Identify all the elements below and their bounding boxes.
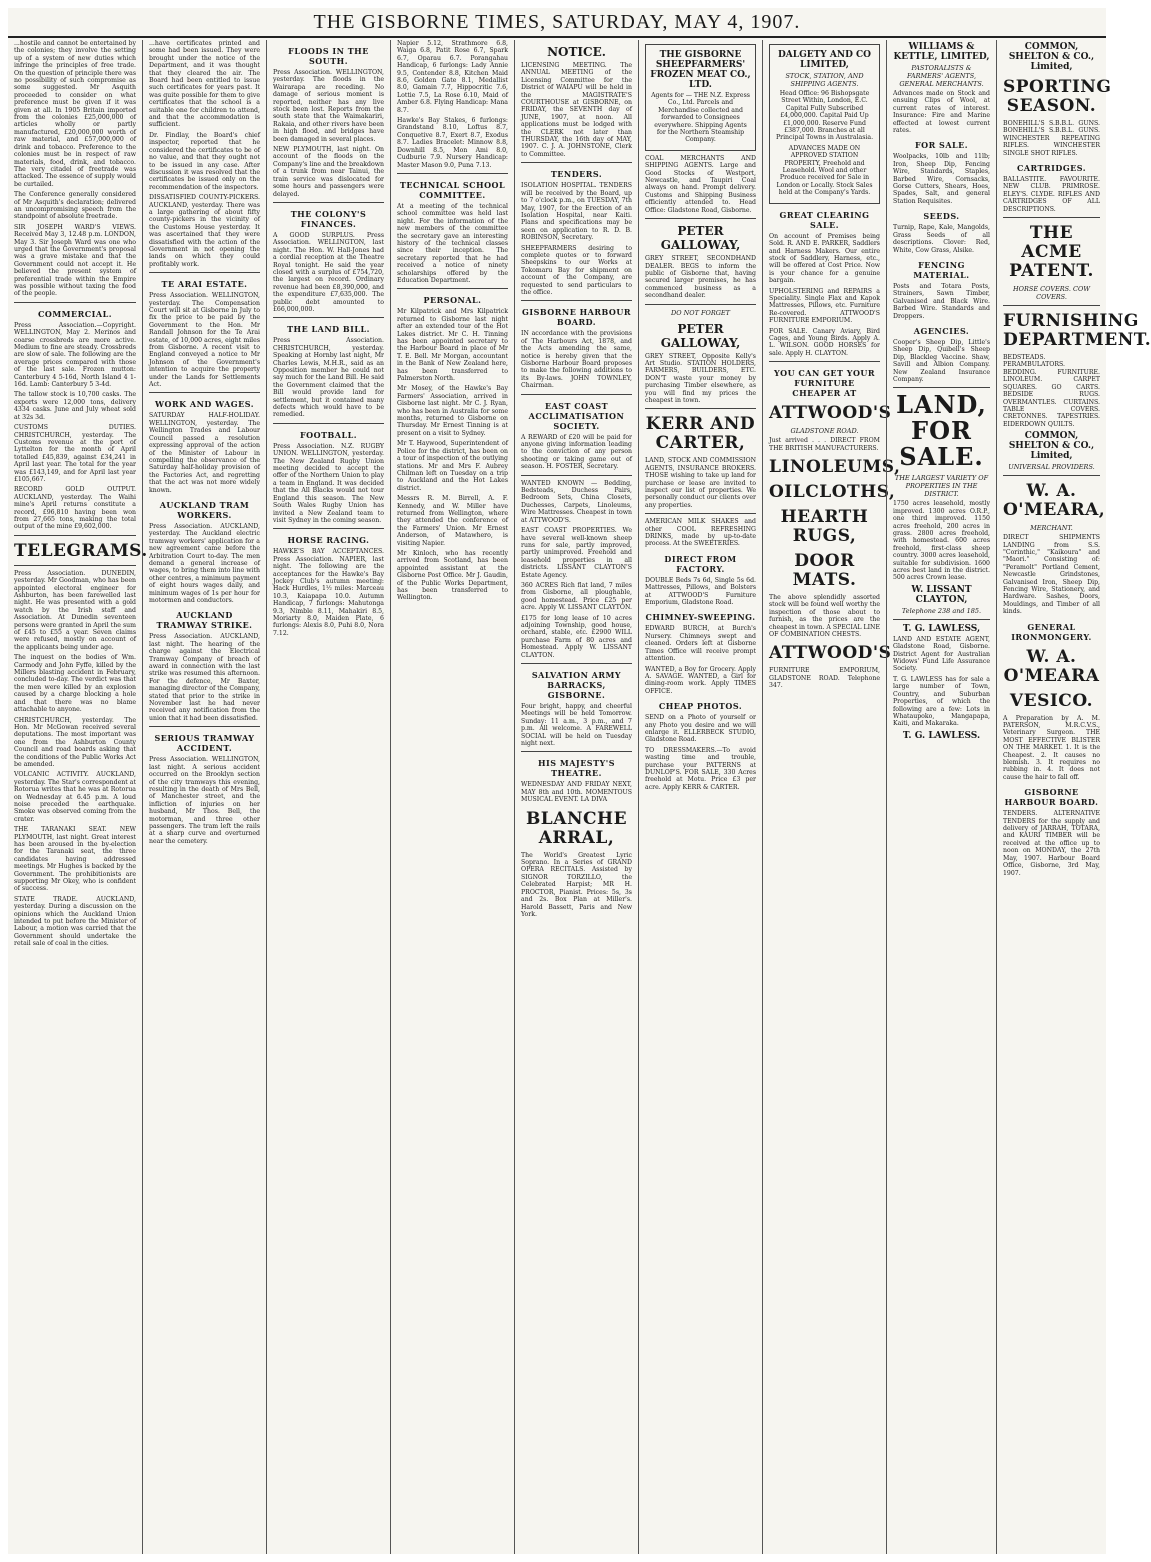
- divider: [149, 272, 260, 273]
- divider: [645, 513, 756, 514]
- article-text: Press Association. DUNEDIN, yesterday. Mr Goodman, who has been appointed electoral engineer for Ashburton, has been farewelled last night. He was presented with a gold watch by the Irish staff and Association. At Dunedin seventeen persons were granted in April the sum of £45 to £55 a year. Seven claims were refused, mostly on account of the applicants being under age.: [14, 569, 136, 651]
- section-heading: AUCKLAND TRAM WORKERS.: [159, 499, 250, 520]
- article-text: Press Association. WELLINGTON, last night. A serious accident occurred on the Brooklyn section of the city tramways this evening, resulting in the death of Mrs Bell, of Manchester street, and the infliction of injuries on her husband, Mr Thos. Bell, the motorman, and three other passengers. The tram left the rails at a sharp curve and overturned near the cemetery.: [149, 756, 260, 845]
- advert-box: [769, 44, 880, 204]
- notice-text: SHEEPFARMERS desiring to complete quotes or to forward Sheepskins to our Works at Tokomaru Bay for shipment on account of the Company, are requested to send particulars to the office.: [521, 244, 632, 296]
- article-text: NEW PLYMOUTH, last night. On account of the floods on the Company's line and the breakdown of a trunk from near Tainui, the train service was dislocated for some hours and passengers were delayed.: [273, 146, 384, 198]
- advert-text: EDWARD BURCH, at Burch's Nursery. Chimneys swept and cleaned. Orders left at Gisborne Times Office will receive prompt attention.: [645, 625, 756, 663]
- advert-brand: ATTWOOD'S: [769, 403, 892, 424]
- article-text: Napier 5.12, Strathmore 6.8, Waiga 6.8, Patit Rose 6.7, Spark 6.7, Oparau 6.7. Porangahau Handicap, 6 furlongs: Lady Annie 9.5, Contender 8.8, Kitchen Maid 8.6, Golden Gate 8.1, Medallist 8.0, Gamain 7.7, Hippocritic 7.6, Lottie 7.5, La Rose 6.10, Maid of Amber 6.8. Flying Handicap: Mana 8.7.: [397, 40, 508, 114]
- divider: [645, 408, 756, 409]
- advert-box: [645, 44, 756, 151]
- advert-text: GREY STREET, Opposite Kelly's Art Studio. STATION HOLDERS, FARMERS, BUILDERS, ETC. DON'T waste your money by purchasing Timber elsewhere, as you will find my prices the cheapest in town.: [645, 352, 756, 404]
- notice-text: 360 ACRES Rich flat land, 7 miles from Gisborne, all ploughable, good homestead. Price £25 per acre. Apply W. LISSANT CLAYTON.: [521, 581, 632, 612]
- section-heading: THE COLONY'S FINANCES.: [290, 208, 367, 229]
- advert-product: DOOR MATS.: [792, 551, 857, 590]
- advert-title: PETER GALLOWAY,: [660, 321, 741, 350]
- divider: [645, 218, 756, 219]
- section-heading: PERSONAL.: [423, 295, 482, 306]
- advert-subtitle: THE LARGEST VARIETY OF PROPERTIES IN THE DISTRICT.: [894, 474, 989, 499]
- advert-signature: W. LISSANT CLAYTON,: [911, 584, 972, 605]
- article-text: STATE TRADE. AUCKLAND, yesterday. During a discussion on the opinions which the Auckland Union intended to put before the Minister of Labour, a motion was carried that the Government should undertake the retail sale of coal in the cities.: [14, 895, 136, 948]
- advert-title: SEEDS.: [923, 211, 960, 222]
- advert-title: T. G. LAWLESS,: [902, 623, 981, 634]
- advert-subtitle: GLADSTONE ROAD.: [790, 427, 859, 436]
- advert-title: GREAT CLEARING SALE.: [779, 209, 870, 230]
- divider: [149, 392, 260, 393]
- advert-text: Cooper's Sheep Dip, Little's Sheep Dip, Quibell's Sheep Dip, Blackleg Vaccine. Shaw, Savill and Albion Company. New Zealand Insurance Company.: [893, 338, 990, 383]
- article-text: Messrs R. M. Birrell, A. F. Kennedy, and W. Miller have returned from Wellington, where they attended the conference of the Farmers' Union. Mr Ernest Anderson, of Matawhero, is visiting Napier.: [397, 495, 508, 547]
- advert-title: AGENCIES.: [913, 325, 970, 336]
- advert-subtitle: MERCHANT.: [1030, 524, 1073, 533]
- advert-text: DIRECT SHIPMENTS LANDING from S.S. "Corinthic," "Kaikoura" and "Maori." Consisting of: "Peramolt" Portland Cement, Newcastle Grindstones, Galvanised Iron, Sheep Dip, Fencing Wire, Stationery, and Hardware. Sashes, Doors, Mouldings, and Timber of all kinds.: [1003, 534, 1100, 616]
- advert-subtitle: Telephone 238 and 185.: [901, 606, 982, 615]
- notice-heading: NOTICE.: [547, 45, 606, 59]
- advert-text: Advances made on Stock and ensuing Clips of Wool, at current rates of interest. Insurance: Fire and Marine effected at lowest current rates.: [893, 90, 990, 135]
- divider: [645, 304, 756, 305]
- advert-product: OILCLOTHS,: [769, 482, 896, 502]
- notice-text: WANTED KNOWN — Bedding, Bedsteads, Duchess Pairs, Bedroom Sets, China Closets, Duchesses, Carpets, Linoleums, Wire Mattresses. Cheapest in town at ATTWOOD'S.: [521, 479, 632, 524]
- article-text: A GOOD SURPLUS. Press Association. WELLINGTON, last night. The Hon. W. Hall-Jones had a cordial reception at the Theatre Royal tonight. He said the year closed with a surplus of £754,720, the largest on record. Ordinary revenue had been £8,390,000, and the expenditure £7,635,000. The public debt amounted to £66,000,000.: [273, 231, 384, 313]
- advert-text: AMERICAN MILK SHAKES and other COOL REFRESHING DRINKS, made by up-to-date process. At the SWEETERIES.: [645, 518, 756, 548]
- article-text: SATURDAY HALF-HOLIDAY. WELLINGTON, yesterday. The Wellington Trades and Labour Council passed a resolution expressing approval of the action of the Minister of Labour in compelling the observance of the Saturday half-holiday provision of the Factories Act, and regretting that the act was not more widely known.: [149, 412, 260, 494]
- advert-title: DIRECT FROM FACTORY.: [664, 553, 737, 574]
- advert-title: FURNISHING DEPARTMENT.: [1003, 311, 1151, 351]
- notice-text: The World's Greatest Lyric Soprano. In a Series of GRAND OPERA RECITALS. Assisted by SIGNOR TORZILLO, the Celebrated Harpist; MR H. PROCTOR, Pianist. Prices: 5s, 3s and 2s. Box Plan at Miller's. Harold Bassett, Paris and New York.: [521, 851, 632, 918]
- section-heading: TECHNICAL SCHOOL COMMITTEE.: [399, 179, 506, 200]
- divider: [893, 387, 990, 388]
- divider: [521, 162, 632, 163]
- notice-heading: HIS MAJESTY'S THEATRE.: [538, 758, 615, 779]
- advert-title: COMMON, SHELTON & CO., Limited,: [1008, 431, 1095, 462]
- article-text: The inquest on the bodies of Wm. Carmody and John Fyffe, killed by the Millers blasting accident in February, concluded to-day. The verdict was that the men were killed by an explosion caused by a charge blocking a hole and that there was no blame attachable to anyone.: [14, 654, 136, 714]
- advert-title: FENCING MATERIAL.: [913, 259, 970, 280]
- advert-text: T. G. LAWLESS has for sale a large number of Town, Country, and Suburban Properties, of which the following are a few: Lots in Whataupoko, Mangapapa, Kaiti, and Makaraka.: [893, 675, 990, 728]
- divider: [14, 565, 136, 566]
- advert-text: BONEHILL'S S.B.B.L. GUNS. BONEHILL'S S.B.B.L. GUNS. WINCHESTER REPEATING RIFLES. WINCHESTER SINGLE SHOT RIFLES.: [1003, 120, 1100, 157]
- column-7: [762, 40, 901, 1554]
- advert-subtitle: GENERAL IRONMONGERY.: [1011, 621, 1092, 642]
- section-heading: TELEGRAMS.: [14, 540, 148, 561]
- divider: [273, 317, 384, 318]
- notice-text: ISOLATION HOSPITAL. TENDERS will be received by the Board, up to 7 o'clock p.m., on TUESDAY, 7th May, 1907, for the Erection of an Isolation Hospital, near Kaiti. Plans and specifications may be seen on application to R. D. B. ROBINSON, Secretary.: [521, 182, 632, 242]
- notice-text: LICENSING MEETING. The ANNUAL MEETING of the Licensing Committee for the District of WAIAPU will be held in the MAGISTRATE'S COURTHOUSE at GISBORNE, on FRIDAY, the SEVENTH day of JUNE, 1907, at noon. All applications must be lodged with the CLERK not later than THURSDAY, the 16th day of MAY, 1907. C. J. A. JOHNSTONE, Clerk to Committee.: [521, 62, 632, 158]
- notice-text: IN accordance with the provisions of The Harbours Act, 1878, and the Acts amending the same, notice is hereby given that the Gisborne Harbour Board proposes to make the following additions to its By-laws. JOHN TOWNLEY, Chairman.: [521, 330, 632, 390]
- divider: [273, 423, 384, 424]
- advert-brand: VESICO.: [1009, 690, 1094, 711]
- divider: [14, 535, 136, 536]
- article-text: HAWKE'S BAY ACCEPTANCES. Press Association. NAPIER, last night. The following are the acceptances for the Hawke's Bay Jockey Club's autumn meeting: Hack Hurdles, 1½ miles: Marceau 10.3, Kaiapapa 10.0. Autumn Handicap, 7 furlongs: Mahutonga 9.3, Nimble 8.11, Mahakiri 8.5, Moriarty 8.0, Maiden Plate, 6 furlongs: Alexis 8.0, Puhi 8.0, Nora 7.12.: [273, 548, 384, 637]
- advert-text: ADVANCES MADE ON APPROVED STATION PROPERTY, Freehold and Leasehold. Wool and other Produce received for Sale in London or Locally. Stock Sales held at the Company's Yards.: [776, 144, 873, 197]
- advert-title: DALGETY AND CO LIMITED,: [777, 50, 872, 70]
- article-text: SIR JOSEPH WARD'S VIEWS. Received May 3, 12.48 p.m. LONDON, May 3. Sir Joseph Ward was one who urged that the Government's proposal was a grave mistake and that the Government could not accept it. He believed the present system of preferential trade within the Empire was possible without taxing the food of the people.: [14, 223, 136, 298]
- advert-subtitle: PASTORALISTS & FARMERS' AGENTS, GENERAL MERCHANTS.: [899, 64, 984, 88]
- advert-brand: ATTWOOD'S: [769, 643, 892, 664]
- article-text: Mr Kinloch, who has recently arrived from Scotland, has been appointed assistant at the Gisborne Post Office. Mr J. Gaudin, of the Public Works Department, has been transferred to Wellington.: [397, 549, 508, 602]
- advert-product: LINOLEUMS,: [769, 457, 901, 477]
- notice-text: EAST COAST PROPERTIES. We have several well-known sheep runs for sale, partly improved, partly unimproved. Freehold and leasehold properties in all districts. LISSANT CLAYTON'S Estate Agency.: [521, 527, 632, 579]
- newspaper-page: [8, 8, 1151, 1554]
- article-text: Mr T. Haywood, Superintendent of Police for the district, has been on a tour of inspection of the outlying stations. Mr and Mrs F. Aubrey Chilman left on Tuesday on a trip to Auckland and the Hot Lakes district.: [397, 440, 508, 492]
- advert-text: Posts and Totara Posts, Strainers, Sawn Timber, Galvanised and Black Wire. Barbed Wire. Standards and Droppers.: [893, 282, 990, 320]
- advert-title: THE GISBORNE SHEEPFARMERS' FROZEN MEAT CO., LTD.: [650, 50, 751, 90]
- advert-subtitle: STOCK, STATION, AND SHIPPING AGENTS.: [785, 72, 864, 88]
- advert-title: WILLIAMS & KETTLE, LIMITED,: [893, 42, 990, 62]
- notice-heading: TENDERS.: [550, 169, 603, 180]
- article-text: At a meeting of the technical school committee was held last night. For the information of the new members of the committee the secretary gave an interesting history of the technical classes since their inception. The secretary reported that he had received a notice of ninety scholarships offered by the Education Department.: [397, 202, 508, 284]
- article-text: Press Association.—Copyright. WELLINGTON, May 2. Merinos and coarse crossbreds are more active. Medium to fine are steady. Crossbreds are slow of sale. The following are the average prices compared with those of the last sale. Frozen mutton: Canterbury 4 5-16d, North Island 4 1-16d. Lamb: Canterbury 5 3-4d.: [14, 321, 136, 389]
- article-text: RECORD GOLD OUTPUT. AUCKLAND, yesterday. The Waihi mine's April returns constitute a record, £96,810 having been won from 27,665 tons, making the total output of the mine £9,602,000.: [14, 486, 136, 531]
- section-heading: AUCKLAND TRAMWAY STRIKE.: [156, 610, 253, 631]
- article-text: Hawke's Bay Stakes, 6 furlongs: Grandstand 8.10, Loftus 8.7, Conquetive 8.7, Exert 8.7, Exodus 8.7. Ladies Bracelet: Minnow 8.8, Downhill 8.5, Mon Ami 8.0, Cudburie 7.9. Nursery Handicap: Master Mason 9.0, Puna 7.13.: [397, 117, 508, 169]
- divider: [521, 663, 632, 664]
- section-heading: THE LAND BILL.: [287, 324, 370, 335]
- advert-text: TO DRESSMAKERS.—To avoid wasting time and trouble, purchase your PATTERNS at DUNLOP'S. FOR SALE, 330 Acres freehold at Motu. Price £3 per acre. Apply KERR & CARTER.: [645, 746, 756, 791]
- column-8: [886, 40, 996, 1554]
- advert-subtitle: UNIVERSAL PROVIDERS.: [1008, 463, 1095, 472]
- section-heading: WORK AND WAGES.: [155, 399, 254, 410]
- article-text: Press Association. AUCKLAND, last night. The hearing of the charge against the Electrical Tramway Company of breach of award in connection with the last strike was resumed this afternoon. For the defence, Mr Baxter, managing director of the Company, stated that prior to the strike in November last he had never received any notification from the union that it had been dissatisfied.: [149, 633, 260, 722]
- notice-text: £175 for long lease of 10 acres adjoining Township, good house, orchard, stable, etc. £2900 WILL purchase Farm of 80 acres and Homestead. Apply W. LISSANT CLAYTON.: [521, 614, 632, 659]
- article-text: Press Association. WELLINGTON, yesterday. The floods in the Wairarapa are receding. No damage of serious moment is reported, neither has any live stock been lost. Reports from the south state that the Waimakariri, Rakaia, and other rivers have been in high flood, and bridges have been damaged in several places.: [273, 69, 384, 143]
- advert-title: FOR SALE.: [914, 140, 969, 151]
- article-text: Dr. Findlay, the Board's chief inspector, reported that he considered the certificates to be of no value, and that they ought not to be issued in any case. After discussion it was resolved that the certificates be issued only on the recommendation of the inspectors.: [149, 131, 260, 191]
- advert-text: Woolpacks, 10lb and 11lb; Iron, Sheep Dip, Fencing Wire, Standards, Staples, Barbed Wire, Cornsacks, Gorse Cutters, Shears, Hoes, Spades, Salt, and general Station Requisites.: [893, 153, 990, 205]
- advert-text: GREY STREET, SECONDHAND DEALER. BEGS to inform the public of Gisborne that, having secured larger premises, he has commenced business as a secondhand dealer.: [645, 255, 756, 300]
- divider: [769, 361, 880, 362]
- advert-text: UPHOLSTERING and REPAIRS a Speciality. Single Flax and Kapok Mattresses, Pillows, etc. Furniture Re-covered. ATTWOOD'S FURNITURE EMPORIUM.: [769, 287, 880, 325]
- section-heading: HORSE RACING.: [287, 535, 370, 546]
- section-heading: FLOODS IN THE SOUTH.: [288, 46, 369, 66]
- advert-title: LAND, FOR SALE.: [896, 390, 987, 472]
- article-text: Press Association. CHRISTCHURCH, yesterday. Speaking at Hornby last night, Mr Charles Lewis, M.H.R., said as an Opposition member he could not say much for the Land Bill. He said the Government claimed that the Bill would provide land for settlement, but it contained many defects which would have to be remedied.: [273, 337, 384, 419]
- advert-text: A Preparation by A. M. PATERSON, M.R.C.V.S., Veterinary Surgeon. THE MOST EFFECTIVE BLISTER ON THE MARKET. 1. It is the Cheapest. 2. It causes no blemish. 3. It requires no rubbing in. 4. It does not cause the hair to fall off.: [1003, 714, 1100, 781]
- advert-text: TENDERS. ALTERNATIVE TENDERS for the supply and delivery of JARRAH, TOTARA, and KAURI TIMBER will be received at the office up to noon on MONDAY, the 27th May, 1907. Harbour Board Office, Gisborne, 3rd May, 1907.: [1003, 810, 1100, 877]
- divider: [893, 619, 990, 620]
- advert-text: Head Office: 96 Bishopsgate Street Within, London, E.C. Capital Fully Subscribed £4,000,000. Capital Paid Up £1,000,000. Reserve Fund £387,000. Branches at all Principal Towns in Australasia.: [775, 90, 874, 142]
- divider: [397, 288, 508, 289]
- column-9: [996, 40, 1151, 1554]
- notice-heading: EAST COAST ACCLIMATISATION SOCIETY.: [528, 400, 625, 431]
- article-text: CHRISTCHURCH, yesterday. The Hon. Mr McGowan received several deputations. The most important was one from the Ashburton County Council and road boards asking that the conditions of the Public Works Act be amended.: [14, 716, 136, 768]
- advert-text: DOUBLE Beds 7s 6d, Single 5s 6d. Mattresses, Pillows, and Bolsters at ATTWOOD'S Furniture Emporium, Gladstone Road.: [645, 576, 756, 607]
- advert-subtitle: HORSE COVERS. COW COVERS.: [1012, 285, 1090, 302]
- performer-name: BLANCHE ARRAL,: [525, 808, 628, 848]
- advert-title: COMMON, SHELTON & CO., Limited,: [1008, 42, 1095, 72]
- advert-title: W. A. O'MEARA,: [1003, 481, 1106, 521]
- article-text: Mr Mosey, of the Hawke's Bay Farmers' Association, arrived in Gisborne last night. Mr C. J. Ryan, who has been in Australia for some months, returned to Gisborne on Thursday. Mr Ernest Tinning is at present on a visit to Sydney.: [397, 385, 508, 437]
- divider: [521, 394, 632, 395]
- divider: [397, 173, 508, 174]
- advert-text: FURNITURE EMPORIUM, GLADSTONE ROAD. Telephone 347.: [769, 667, 880, 690]
- notice-heading: SALVATION ARMY BARRACKS, GISBORNE.: [531, 670, 622, 700]
- divider: [1003, 475, 1100, 476]
- divider: [149, 726, 260, 727]
- advert-text: BALLASTITE. FAVOURITE. NEW CLUB. PRIMROSE. ELEY'S. CLYDE. RIFLES AND CARTRIDGES OF ALL DESCRIPTIONS.: [1003, 176, 1100, 213]
- columns: [8, 40, 1151, 1554]
- article-text: Press Association. N.Z. RUGBY UNION. WELLINGTON, yesterday. The New Zealand Rugby Union meeting decided to accept the offer of the Northern Union to play a team in England. It was decided that the All Blacks would not tour England this season. The New South Wales Rugby Union has invited a New Zealand team to visit Sydney in the coming season.: [273, 442, 384, 524]
- article-text: Mr Kilpatrick and Mrs Kilpatrick returned to Gisborne last night after an extended tour of the Hot Lakes district. Mr C. H. Tinning has been appointed secretary to the Harbour Board in place of Mr T. E. Bell. Mr Morgan, accountant in the Bank of New Zealand here, has been transferred to Palmerston North.: [397, 308, 508, 383]
- advert-title: W. A. O'MEARA: [1003, 646, 1100, 686]
- advert-signature: T. G. LAWLESS.: [902, 730, 981, 741]
- section-heading: FOOTBALL.: [299, 429, 358, 440]
- advert-title: CHIMNEY-SWEEPING.: [645, 612, 756, 623]
- divider: [1003, 217, 1100, 218]
- advert-title: PETER GALLOWAY,: [660, 224, 741, 253]
- advert-text: SEND on a Photo of yourself or any Photo you desire and we will enlarge it. ELLERBECK STUDIO, Gladstone Road.: [645, 714, 756, 744]
- article-text: ...have certificates printed and some had been issued. They were brought under the notice of the Department, and it was thought that they cleared the air. The Board had been entitled to issue such certificates for years past. It was quite possible for them to give certificates that the school is a suitable one for children to attend, and that the accommodation is sufficient.: [149, 40, 260, 129]
- advert-text: COAL MERCHANTS AND SHIPPING AGENTS. Large and Good Stocks of Westport, Newcastle, and Taupiri Coal always on hand. Prompt delivery. Customs and Shipping Business efficiently attended to. Head Office: Gladstone Road, Gisborne.: [645, 154, 756, 214]
- advert-title: YOU CAN GET YOUR FURNITURE CHEAPER AT: [773, 368, 876, 399]
- column-5: [514, 40, 638, 1554]
- notice-heading: GISBORNE HARBOUR BOARD.: [522, 307, 631, 328]
- masthead: [8, 8, 1106, 38]
- column-3: [266, 40, 390, 1554]
- advert-text: Just arrived . . . DIRECT FROM THE BRITISH MANUFACTURERS.: [769, 437, 880, 452]
- divider: [273, 528, 384, 529]
- article-text: The tallow stock is 10,700 casks. The exports were 12,000 tons, delivery 4334 casks. June and July wheat sold at 32s 3d.: [14, 391, 136, 421]
- advert-title: THE ACME PATENT.: [1009, 223, 1094, 282]
- advert-title: GISBORNE HARBOUR BOARD.: [1004, 787, 1099, 808]
- divider: [521, 475, 632, 476]
- article-text: THE TARANAKI SEAT. NEW PLYMOUTH, last night. Great interest has been aroused in the by-election for the Taranaki seat, the three candidates having addressed meetings. Mr Hughes is backed by the Government. The prohibitionists are supporting Mr Okey, who is confident of success.: [14, 826, 136, 893]
- divider: [521, 300, 632, 301]
- article-text: The Conference generally considered of Mr Asquith's declaration; delivered an uncompromising speech from the standpoint of absolute freetrade.: [14, 191, 136, 221]
- advert-text: BEDSTEADS. PERAMBULATORS. BEDDING. FURNITURE. LINOLEUM. CARPET SQUARES. GO CARTS. BEDSIDE RUGS. OVERMANTLES. CURTAINS. TABLE COVERS. CRETONNES. TAPESTRIES. EIDERDOWN QUILTS.: [1003, 354, 1100, 428]
- column-1: [8, 40, 148, 1554]
- advert-text: Agents for — THE N.Z. Express Co., Ltd. Parcels and Merchandise collected and forwarded to Consignees everywhere. Shipping Agents for the Northern Steamship Company.: [651, 92, 750, 144]
- advert-text: On account of Premises being Sold. R. AND E. PARKER, Saddlers and Harness Makers. Our entire stock of Saddlery, Harness, etc., will be offered at Cost Price. Now is your chance for a genuine bargain.: [769, 232, 880, 285]
- column-2: [142, 40, 266, 1554]
- column-6: [638, 40, 762, 1554]
- divider: [1003, 305, 1100, 306]
- article-text: Press Association. AUCKLAND, yesterday. The Auckland electric tramway workers' application for a new agreement came before the Arbitration Court to-day. The men demand a general increase of wages, to bring them into line with other centres, a minimum payment of eight hours wages daily, and minimum wages of 1s per hour for motormen and conductors.: [149, 522, 260, 604]
- masthead-title: THE GISBORNE TIMES, SATURDAY, MAY 4, 1907.: [313, 11, 801, 33]
- column-4: [390, 40, 514, 1554]
- article-text: ...hostile and cannot be entertained by the colonies; they involve the setting up of a system of new duties which infringe the principles of free trade. On the question of principle there was no possibility of such compromise as some suggested. Mr Asquith proceeded to consider on what preference must be given if it was given at all. In 1905 Britain imported from the colonies £25,000,000 of articles wholly or partly manufactured, £20,000,000 worth of raw material, and £57,000,000 of drink and tobacco. Preference to the colonies must be in respect of raw materials, food, drink, and tobacco. The very citadel of freetrade was attacked. The essence of supply would be curtailed.: [14, 40, 136, 188]
- divider: [521, 751, 632, 752]
- advert-text: LAND, STOCK AND COMMISSION AGENTS, INSURANCE BROKERS. THOSE wishing to take up land for purchase or lease are invited to inspect our list of properties. We personally conduct our clients over any properties.: [645, 457, 756, 509]
- article-text: Press Association. WELLINGTON, yesterday. The Compensation Court will sit at Gisborne in July to fix the price to be paid by the Government to the Hon. Mr Randall Johnson for the Te Arai estate, of 10,000 acres, eight miles from Gisborne. A recent visit to England conveyed a notice to Mr Johnson of the Government's intention to acquire the property under the Lands for Settlements Act.: [149, 292, 260, 389]
- advert-text: FOR SALE. Canary Aviary, Bird Cages, and Young Birds. Apply A. L. WILSON. GOOD HORSES for sale. Apply H. CLAYTON.: [769, 327, 880, 357]
- notice-text: A REWARD of £20 will be paid for anyone giving information leading to the conviction of any person shooting or taking game out of season. H. FOSTER, Secretary.: [521, 433, 632, 471]
- advert-product: HEARTH RUGS,: [780, 507, 869, 546]
- advert-text: WANTED, a Boy for Grocery. Apply A. SAVAGE. WANTED, a Girl for dining-room work. Apply TIMES OFFICE.: [645, 665, 756, 695]
- advert-title: SPORTING SEASON.: [1003, 77, 1112, 116]
- article-text: VOLCANIC ACTIVITY. AUCKLAND, yesterday. The Star's correspondent at Rotorua writes that he was at Rotorua on Wednesday at 6.45 p.m. A loud noise preceded the earthquake. Smoke was observed coming from the crater.: [14, 771, 136, 823]
- article-text: DISSATISFIED COUNTY-PICKERS. AUCKLAND, yesterday. There was a large gathering of about fifty county-pickers in the vicinity of the Customs House yesterday. It was ascertained that they were dissatisfied with the action of the Government in not opening the lands on which they could profitably work.: [149, 194, 260, 268]
- article-text: CUSTOMS DUTIES. CHRISTCHURCH, yesterday. The Customs revenue at the port of Lyttelton for the month of April totalled £45,839, against £34,241 in April last year. The total for the year was £143,149, and for April last year £105,667.: [14, 424, 136, 483]
- notice-text: Four bright, happy, and cheerful Meetings will be held Tomorrow. Sunday: 11 a.m., 3 p.m., and 7 p.m. All welcome. A FAREWELL SOCIAL will be held on Tuesday night next.: [521, 703, 632, 748]
- section-heading: TE ARAI ESTATE.: [161, 279, 248, 290]
- advert-title: CHEAP PHOTOS.: [658, 701, 743, 712]
- advert-text: 1750 acres leasehold, mostly improved. 1300 acres O.R.P., one third improved. 1150 acres freehold, 200 acres in grass. 2800 acres freehold, with homestead. 600 acres freehold, first-class sheep country. 3000 acres leasehold, suitable for subdivision. 1600 acres best land in the district. 500 acres Crown lease.: [893, 500, 990, 582]
- advert-text: LAND AND ESTATE AGENT, Gladstone Road, Gisborne. District Agent for Australian Widows' Fund Life Assurance Society.: [893, 635, 990, 673]
- advert-subtitle: CARTRIDGES.: [1016, 163, 1087, 174]
- advert-title: KERR AND CARTER,: [645, 414, 756, 454]
- advert-text: The above splendidly assorted stock will be found well worthy the inspection of those about to furnish, as the prices are the cheapest in town. A SPECIAL LINE OF COMBINATION CHESTS.: [769, 594, 880, 639]
- advert-subtitle: DO NOT FORGET: [670, 308, 731, 317]
- divider: [14, 302, 136, 303]
- section-heading: SERIOUS TRAMWAY ACCIDENT.: [154, 733, 255, 754]
- divider: [273, 202, 384, 203]
- notice-text: WEDNESDAY AND FRIDAY NEXT, MAY 8th and 10th. MOMENTOUS MUSICAL EVENT. LA DIVA: [521, 781, 632, 804]
- advert-text: Turnip, Rape, Kale, Mangolds, Grass Seeds of all descriptions. Clover: Red, White, Cow Grass, Alsike.: [893, 224, 990, 254]
- section-heading: COMMERCIAL.: [37, 308, 113, 319]
